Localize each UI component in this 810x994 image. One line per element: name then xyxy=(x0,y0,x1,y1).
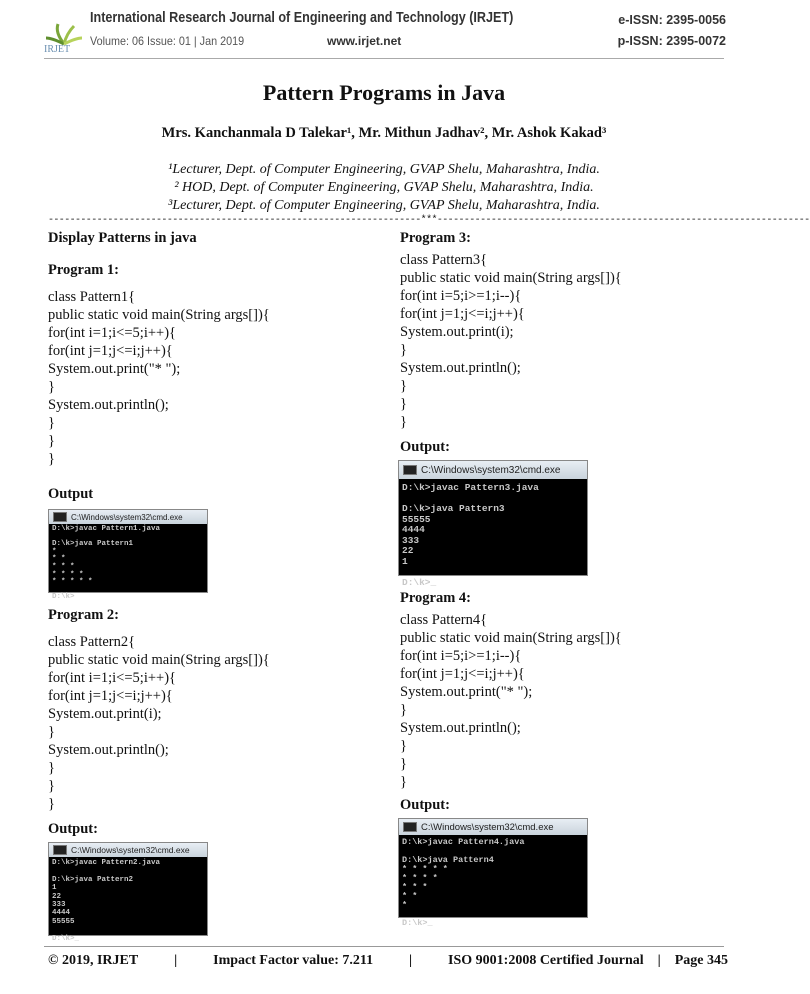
program-1-output-label: Output xyxy=(48,486,94,502)
right-column xyxy=(400,230,622,928)
cmd-title: C:\Windows\system32\cmd.exe xyxy=(71,512,183,522)
journal-name: International Research Journal of Engineering and Technology (IRJET) xyxy=(90,9,514,26)
footer-separator: | xyxy=(657,953,661,968)
program-3-code: class Pattern3{ public static void main(String args[]){ for(int i=5;i>=1;i--){ for(int j=1;j<=i;j++){ System.out.print(i); } System.out.println(); } } } xyxy=(400,252,622,430)
header-divider xyxy=(44,58,724,59)
program-4-heading: Program 4: xyxy=(400,590,471,606)
program-1-code: class Pattern1{ public static void main(String args[]){ for(int i=1;i<=5;i++){ for(int j=1;j<=i;j++){ System.out.print("* "); } System.out.println(); } } } xyxy=(48,289,270,467)
program-2-cmd-window xyxy=(48,842,208,943)
program-1-heading: Program 1: xyxy=(48,262,119,278)
cmd-icon xyxy=(403,822,417,832)
program-2-output-label: Output: xyxy=(48,821,98,837)
cmd-icon xyxy=(403,465,417,475)
footer-separator: | xyxy=(174,953,178,968)
volume-issue: Volume: 06 Issue: 01 | Jan 2019 xyxy=(90,34,245,48)
program-4-code: class Pattern4{ public static void main(String args[]){ for(int i=5;i>=1;i--){ for(int j=1;j<=i;j++){ System.out.print("* "); } System.out.println(); } } } xyxy=(400,612,622,790)
footer-page-number: Page 345 xyxy=(674,953,728,968)
cmd-title: C:\Windows\system32\cmd.exe xyxy=(71,845,190,855)
cmd-output: D:\k>javac Pattern3.java D:\k>java Pattern3 55555 4444 333 22 1 D:\k>_ xyxy=(402,482,539,588)
left-column xyxy=(48,230,270,943)
pissn: p-ISSN: 2395-0072 xyxy=(617,34,726,48)
program-2-heading: Program 2: xyxy=(48,607,119,623)
eissn: e-ISSN: 2395-0056 xyxy=(618,13,726,27)
authors: Mrs. Kanchanmala D Talekar¹, Mr. Mithun Jadhav², Mr. Ashok Kakad³ xyxy=(161,125,607,141)
footer-impact-factor: Impact Factor value: 7.211 xyxy=(213,953,374,968)
cmd-icon xyxy=(53,845,67,855)
affiliation-2: ² HOD, Dept. of Computer Engineering, GVAP Shelu, Maharashtra, India. xyxy=(174,180,594,195)
affiliation-1: ¹Lecturer, Dept. of Computer Engineering, GVAP Shelu, Maharashtra, India. xyxy=(168,162,600,177)
affiliation-3: ³Lecturer, Dept. of Computer Engineering, GVAP Shelu, Maharashtra, India. xyxy=(168,198,600,213)
program-3-heading: Program 3: xyxy=(400,230,471,246)
cmd-title: C:\Windows\system32\cmd.exe xyxy=(421,821,554,833)
program-3-output-label: Output: xyxy=(400,439,450,455)
paper-title: Pattern Programs in Java xyxy=(262,80,506,105)
program-3-cmd-window xyxy=(398,460,588,588)
cmd-title: C:\Windows\system32\cmd.exe xyxy=(421,464,561,476)
section-separator: ---------------------------------------------------------------------***--------------------------------------------------------------------- xyxy=(48,215,810,226)
website-link[interactable]: www.irjet.net xyxy=(327,34,402,48)
footer-separator: | xyxy=(409,953,413,968)
footer-divider xyxy=(44,946,724,947)
cmd-output: D:\k>javac Pattern2.java D:\k>java Pattern2 1 22 333 4444 55555 D:\k>_ xyxy=(52,859,161,943)
footer-copyright: © 2019, IRJET xyxy=(48,953,139,968)
program-4-cmd-window xyxy=(398,818,588,928)
journal-logo xyxy=(44,22,84,56)
logo-text: IRJET xyxy=(44,44,71,55)
program-2-code: class Pattern2{ public static void main(String args[]){ for(int i=1;i<=5;i++){ for(int j=1;j<=i;j++){ System.out.print(i); } System.out.println(); } } } xyxy=(48,634,270,812)
cmd-icon xyxy=(53,512,67,522)
program-4-output-label: Output: xyxy=(400,797,450,813)
cmd-output: D:\k>javac Pattern4.java D:\k>java Pattern4 * * * * * * * * * * * * * * * D:\k>_ xyxy=(402,837,525,928)
cmd-output: D:\k>javac Pattern1.java D:\k>java Pattern1 * * * * * * * * * * * * * * * D:\k> xyxy=(52,525,161,602)
footer-iso: ISO 9001:2008 Certified Journal xyxy=(448,953,644,968)
section-heading: Display Patterns in java xyxy=(48,230,197,246)
footer xyxy=(48,952,728,969)
program-1-cmd-window xyxy=(48,509,208,602)
